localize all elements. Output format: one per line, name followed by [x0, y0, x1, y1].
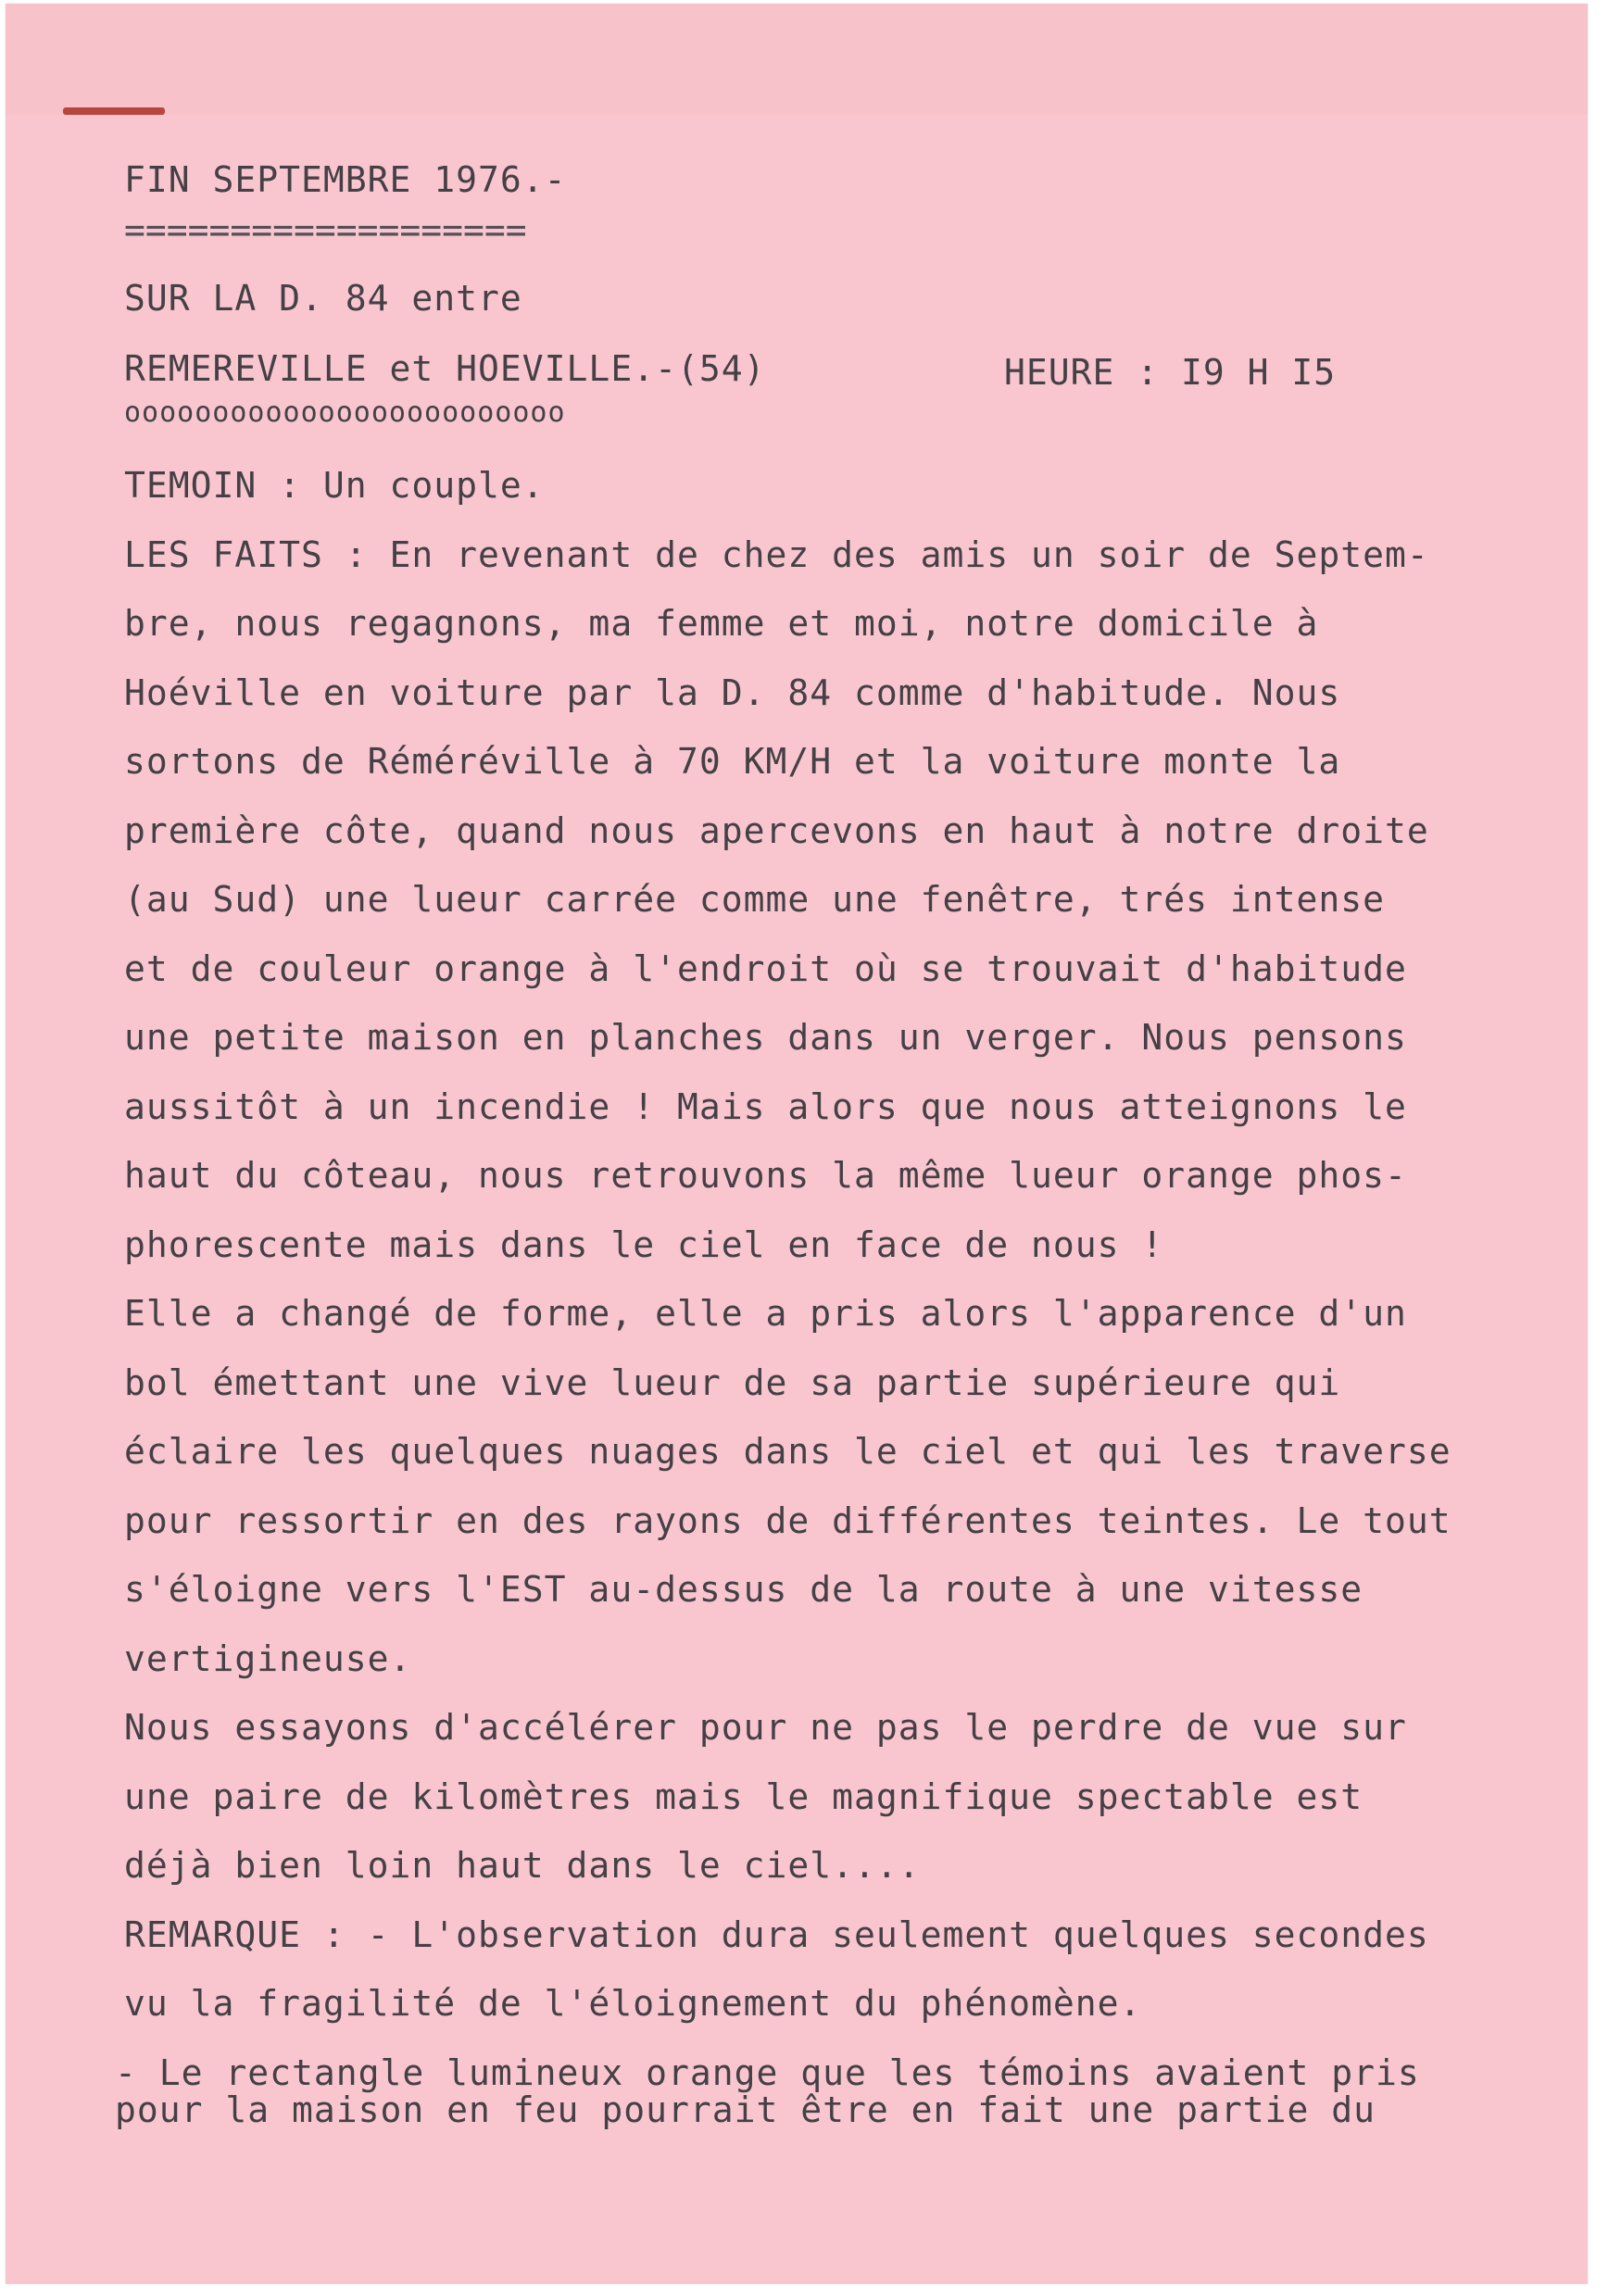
location-underline: ooooooooooooooooooooooooo [124, 396, 566, 429]
body-line: et de couleur orange à l'endroit où se trouvait d'habitude [124, 947, 1407, 989]
body-line: première côte, quand nous apercevons en haut à notre droite [124, 809, 1429, 851]
body-line: sortons de Réméréville à 70 KM/H et la voiture monte la [124, 741, 1341, 782]
body-line: aussitôt à un incendie ! Mais alors que nous atteignons le [124, 1085, 1407, 1127]
location-line-2: REMEREVILLE et HOEVILLE.-(54) [124, 348, 766, 389]
body-line: TEMOIN : Un couple. [124, 465, 545, 506]
date-line: FIN SEPTEMBRE 1976.- [124, 159, 567, 200]
body-line: - Le rectangle lumineux orange que les témoins avaient pris [115, 2051, 1420, 2093]
body-line: Elle a changé de forme, elle a pris alors l'apparence d'un [124, 1293, 1407, 1334]
body-line: haut du côteau, nous retrouvons la même lueur orange phos- [124, 1155, 1407, 1196]
body-line: vertigineuse. [124, 1637, 412, 1679]
body-line: vu la fragilité de l'éloignement du phénomène. [124, 1983, 1142, 2024]
body-line: bre, nous regagnons, ma femme et moi, notre domicile à [124, 603, 1319, 644]
body-line: (au Sud) une lueur carrée comme une fenêtre, trés intense [124, 879, 1386, 920]
body-line: s'éloigne vers l'EST au-dessus de la route à une vitesse [124, 1569, 1363, 1610]
body-line: Hoéville en voiture par la D. 84 comme d'habitude. Nous [124, 671, 1341, 713]
margin-mark [63, 107, 165, 115]
body-line: REMARQUE : - L'observation dura seulement quelques secondes [124, 1913, 1429, 1955]
body-line: Nous essayons d'accélérer pour ne pas le perdre de vue sur [124, 1707, 1407, 1748]
page-top-strip [6, 4, 1588, 115]
body-line: déjà bien loin haut dans le ciel.... [124, 1845, 921, 1886]
body-line: éclaire les quelques nuages dans le ciel et qui les traverse [124, 1431, 1451, 1472]
time-line: HEURE : I9 H I5 [1004, 352, 1337, 393]
date-underline: =================== [124, 209, 527, 250]
body-line: phorescente mais dans le ciel en face de nous ! [124, 1223, 1164, 1265]
body-line: pour ressortir en des rayons de différentes teintes. Le tout [124, 1499, 1451, 1541]
location-line-1: SUR LA D. 84 entre [124, 278, 522, 319]
document-page [6, 4, 1588, 2284]
body-line: une paire de kilomètres mais le magnifique spectable est [124, 1775, 1363, 1817]
body-line: bol émettant une vive lueur de sa partie supérieure qui [124, 1361, 1341, 1403]
body-line: pour la maison en feu pourrait être en fait une partie du [115, 2089, 1376, 2130]
body-line: LES FAITS : En revenant de chez des amis un soir de Septem- [124, 533, 1429, 575]
body-line: une petite maison en planches dans un verger. Nous pensons [124, 1017, 1407, 1058]
